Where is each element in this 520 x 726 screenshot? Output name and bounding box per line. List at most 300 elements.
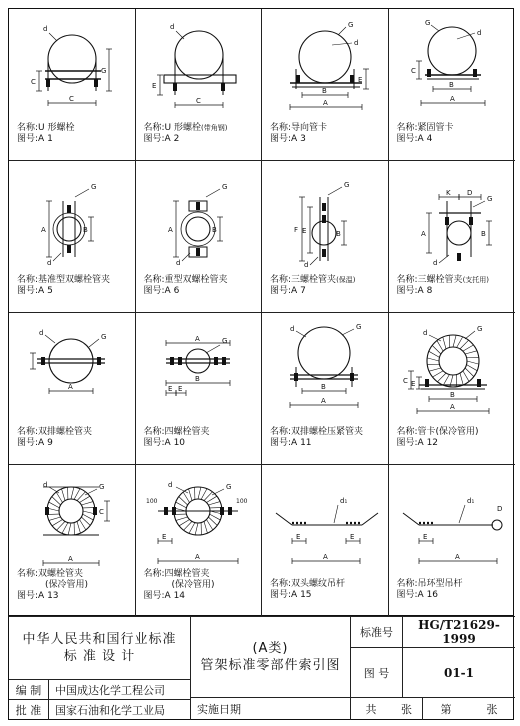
drawing-line: [465, 368, 474, 377]
part-cell: [9, 9, 136, 161]
dim-label: E: [151, 82, 156, 90]
drawing-line: [89, 339, 99, 347]
drawing-line: [428, 351, 439, 357]
name-label: 名称:: [270, 275, 292, 285]
page-label: 第: [440, 703, 452, 716]
drawing-line: [328, 187, 342, 195]
bolt-nut: [228, 507, 232, 515]
drawing-sheet: [8, 8, 514, 720]
drawing-line: [183, 521, 191, 530]
part-name-line: [17, 123, 75, 134]
part-name-note: (带角钢): [201, 124, 228, 132]
figure-number-label: 图号:: [396, 590, 418, 600]
part-name-line: [144, 275, 228, 286]
bolt-nut: [457, 253, 461, 261]
callout-label: G: [91, 183, 97, 191]
part-caption: [144, 275, 228, 297]
part-name-line: [270, 275, 356, 286]
figure-number: A 10: [164, 438, 186, 448]
pipe-circle: [299, 31, 351, 83]
drawing-line: [176, 31, 184, 39]
bolt-nut: [178, 357, 182, 365]
name-label: 名称:: [17, 569, 39, 579]
callout-label: D: [496, 505, 502, 513]
drawing-line: [403, 513, 419, 525]
drawing-line: [79, 519, 85, 529]
drawing-line: [178, 497, 187, 505]
drawing-line: [338, 27, 346, 35]
part-caption: [397, 579, 463, 601]
part-drawing: [136, 9, 263, 121]
dim-label: A: [323, 553, 328, 561]
part-cell: [262, 465, 389, 617]
figure-number-line: [144, 591, 215, 602]
part-name: 三螺栓管夹: [417, 275, 463, 285]
part-name: 四螺栓管夹: [164, 427, 210, 437]
drawing-line: [85, 489, 97, 495]
figure-number: A 13: [38, 591, 59, 601]
part-cell: [9, 313, 136, 465]
drawing-line: [175, 502, 186, 508]
part-name: 双排螺栓管夹: [38, 427, 93, 437]
dim-label: K: [445, 189, 451, 197]
drawing-line: [57, 521, 65, 530]
drawing-line: [429, 368, 441, 371]
part-name-line: [144, 427, 210, 438]
dim-label: B: [448, 81, 454, 89]
drawing-line: [439, 255, 449, 263]
drawing-line: [195, 523, 198, 535]
org-cell: [9, 616, 191, 680]
bolt-nut: [196, 202, 200, 210]
callout-label: G: [99, 483, 105, 491]
dim-label: D: [466, 189, 472, 197]
figure-number-label: 图号:: [270, 438, 292, 448]
callout-label: G: [221, 183, 227, 191]
drawing-line: [209, 514, 220, 520]
drawing-line: [442, 337, 445, 349]
drawing-line: [188, 489, 191, 501]
drawing-line: [466, 365, 477, 371]
callout-label: G: [225, 483, 231, 491]
drawing-line: [68, 523, 71, 535]
drawing-line: [74, 489, 80, 500]
part-name-line: [397, 427, 479, 438]
part-cell: [136, 161, 263, 313]
drawing-line: [462, 371, 468, 382]
dim-label: B: [83, 226, 88, 234]
part-caption: [397, 427, 479, 449]
figure-number: A 8: [417, 286, 433, 296]
name-label: 名称:: [143, 123, 165, 133]
part-drawing: [262, 161, 389, 273]
drawing-line: [204, 492, 212, 501]
dim-label: 100: [235, 498, 247, 505]
dim-label: E: [177, 385, 182, 393]
part-drawing: [136, 465, 263, 577]
pipe-circle: [186, 217, 210, 241]
drawing-line: [431, 25, 439, 31]
dim-label: A: [420, 230, 426, 238]
callout-label: d: [43, 481, 48, 489]
insulation-outer: [47, 487, 95, 535]
drawing-line: [49, 487, 59, 493]
bolt-nut: [220, 507, 224, 515]
drawing-line: [429, 335, 441, 341]
callout-label: d: [290, 325, 295, 333]
callout-label: G: [101, 333, 107, 341]
dim-label: A: [68, 383, 73, 391]
callout-label: G: [344, 181, 350, 189]
figure-number-line: [397, 438, 479, 449]
bolt-nut: [67, 205, 71, 213]
figure-number: A 1: [38, 134, 53, 144]
drawing-line: [79, 496, 89, 502]
part-name: 重型双螺栓管夹: [164, 275, 228, 285]
part-name: 吊环型吊杆: [417, 579, 463, 589]
figure-number-line: [144, 286, 228, 297]
dim-label: A: [41, 226, 46, 234]
figure-number-label: 图号:: [17, 286, 39, 296]
part-caption: [17, 123, 75, 145]
name-label: 名称:: [143, 569, 165, 579]
doc-title-cell: [191, 616, 351, 698]
dim-label: E: [296, 533, 301, 541]
std-no-value: HG/T21629-1999: [403, 616, 515, 648]
dim-label: 100: [145, 498, 157, 505]
figure-number-line: [144, 134, 228, 145]
callout-label: d: [304, 261, 309, 269]
part-caption: [144, 569, 215, 602]
part-drawing: [389, 161, 516, 273]
figure-number-label: 图号:: [143, 438, 165, 448]
drawing-line: [332, 43, 352, 45]
dim-label: B: [211, 226, 217, 234]
dim-label: E: [167, 385, 172, 393]
title-block: [8, 616, 514, 720]
callout-label: d: [175, 259, 180, 267]
part-name-line: [17, 275, 110, 286]
figure-number-line: [397, 286, 490, 297]
bolt-nut: [45, 507, 49, 515]
callout-label: d: [39, 329, 44, 337]
part-cell: [389, 313, 516, 465]
figure-number-line: [17, 591, 88, 602]
dim-label: E: [302, 227, 307, 235]
part-cell: [262, 161, 389, 313]
bolt-nut: [222, 357, 226, 365]
part-name: U 形螺栓: [38, 123, 75, 133]
part-name: 管卡(保冷管用): [417, 427, 479, 437]
bolt-nut: [97, 357, 101, 365]
figure-number-label: 图号:: [17, 438, 39, 448]
drawing-line: [473, 201, 485, 207]
dim-label: C: [402, 377, 408, 385]
bolt-nut: [473, 69, 477, 77]
callout-label: d: [167, 481, 172, 489]
figure-number: A 2: [164, 134, 180, 144]
figure-number: A 12: [417, 438, 439, 448]
figure-number-label: 图号:: [396, 438, 418, 448]
drawing-line: [212, 489, 224, 495]
part-drawing: [389, 9, 516, 121]
part-name: U 形螺栓: [164, 123, 201, 133]
drawing-line: [77, 492, 85, 501]
hanger-ring: [492, 520, 502, 530]
figure-number-line: [270, 134, 327, 145]
part-name-line: [397, 123, 454, 134]
figure-number-line: [270, 438, 363, 449]
part-caption: [144, 427, 210, 449]
bolt-nut: [469, 217, 473, 225]
callout-label: G: [476, 325, 482, 333]
drawing-line: [49, 502, 60, 508]
figure-number-label: 图号:: [270, 590, 292, 600]
clamp-arc: [49, 361, 93, 383]
name-label: 名称:: [396, 427, 418, 437]
drawing-line: [453, 335, 456, 347]
clamp-arc: [49, 339, 93, 361]
part-name-line: [144, 123, 228, 134]
part-name-note: (支托用): [462, 276, 490, 284]
drawing-line: [206, 519, 212, 529]
part-drawing: [262, 9, 389, 121]
total-sheets-label: 张: [391, 698, 423, 720]
total-label: 共: [365, 703, 377, 716]
dim-label: B: [194, 375, 200, 383]
name-label: 名称:: [270, 427, 292, 437]
dim-label: B: [449, 391, 455, 399]
part-cell: [136, 465, 263, 617]
drawing-line: [443, 375, 449, 386]
figure-number-line: [17, 134, 75, 145]
dim-label: E: [358, 76, 363, 84]
drawing-line: [52, 519, 62, 525]
figure-number-label: 图号:: [270, 134, 292, 144]
approved-label: 批 准: [9, 700, 49, 720]
bolt-nut: [94, 79, 98, 87]
figure-number-line: [270, 590, 345, 601]
dim-label: E: [422, 533, 427, 541]
part-name-line: [397, 275, 490, 286]
bolt-nut: [46, 79, 50, 87]
dim-label: A: [194, 335, 200, 343]
drawing-line: [208, 502, 220, 505]
drawing-line: [276, 513, 292, 525]
name-label: 名称:: [143, 275, 165, 285]
callout-label: G: [424, 19, 430, 27]
drawing-line: [179, 519, 189, 525]
doc-class: (A类): [252, 640, 289, 656]
figure-number-line: [17, 438, 92, 449]
drawing-line: [456, 337, 462, 348]
part-name: 基准型双螺栓管夹: [38, 275, 111, 285]
figure-number-label: 图号:: [396, 134, 418, 144]
pipe-circle: [439, 347, 467, 375]
fig-no-label: 图 号: [351, 648, 403, 698]
part-drawing: [9, 161, 136, 273]
drawing-line: [183, 492, 189, 502]
part-drawing: [9, 465, 136, 577]
figure-number: A 16: [417, 590, 439, 600]
bolt-nut: [350, 75, 354, 83]
figure-number-line: [270, 286, 356, 297]
dim-label: B: [480, 230, 486, 238]
dim-label: A: [449, 95, 455, 103]
doc-title: 管架标准零部件索引图: [200, 657, 341, 673]
figure-number: A 11: [291, 438, 312, 448]
callout-label: G: [221, 337, 227, 345]
callout-label: d: [169, 23, 174, 31]
figure-number-line: [397, 590, 463, 601]
drawing-line: [467, 361, 479, 364]
dim-label: A: [449, 403, 455, 411]
callout-label: d: [432, 259, 437, 267]
callout-label: G: [356, 323, 362, 331]
pipe-circle: [447, 221, 471, 245]
drawing-line: [206, 189, 220, 197]
bolt-nut: [164, 507, 168, 515]
drawing-line: [465, 351, 477, 354]
dim-label: A: [68, 555, 73, 563]
dim-label: E: [350, 533, 355, 541]
callout-label: d: [47, 259, 52, 267]
part-caption: [17, 275, 110, 297]
drawing-line: [296, 331, 306, 337]
bolt-nut: [477, 379, 481, 387]
drawing-line: [460, 373, 463, 385]
drawing-line: [175, 517, 187, 520]
part-cell: [9, 465, 136, 617]
bolt-nut: [173, 83, 177, 91]
part-caption: [270, 579, 345, 601]
drawing-line: [81, 502, 93, 505]
callout-label: d₁: [340, 497, 348, 505]
part-cell: [262, 313, 389, 465]
part-name: 双排螺栓压紧管夹: [291, 427, 364, 437]
callout-label: d: [422, 329, 427, 337]
part-cell: [389, 465, 516, 617]
bolt-nut: [93, 507, 97, 515]
org-subtitle: 标 准 设 计: [63, 648, 136, 664]
insulation-outer: [427, 335, 479, 387]
drawing-line: [432, 345, 441, 354]
name-label: 名称:: [396, 275, 418, 285]
name-label: 名称:: [17, 427, 39, 437]
name-label: 名称:: [396, 579, 418, 589]
drawing-line: [49, 517, 61, 520]
callout-label: d: [43, 25, 48, 33]
dim-label: A: [454, 553, 460, 561]
dim-label: B: [321, 383, 326, 391]
drawing-line: [432, 371, 443, 377]
org-name: 中华人民共和国行业标准: [22, 631, 177, 647]
part-cell: [389, 161, 516, 313]
part-name: 四螺栓管夹: [164, 569, 210, 579]
figure-number-label: 图号:: [143, 134, 165, 144]
figure-number-label: 图号:: [17, 591, 39, 601]
approved-by: 国家石油和化学工业局: [49, 700, 191, 720]
drawing-line: [362, 513, 378, 525]
figure-number: A 7: [291, 286, 306, 296]
index-grid: [8, 8, 514, 616]
part-name-line: [17, 427, 92, 438]
pipe-circle: [312, 221, 336, 245]
part-name-line: [270, 123, 327, 134]
drawing-line: [427, 358, 439, 361]
part-name-line: [270, 427, 363, 438]
dim-label: A: [167, 226, 173, 234]
drawing-line: [71, 487, 74, 499]
part-drawing: [9, 9, 136, 121]
figure-number: A 4: [417, 134, 433, 144]
part-name-line2: (保冷管用): [171, 580, 215, 590]
drawing-line: [189, 523, 195, 534]
dim-label: A: [321, 397, 326, 405]
drawing-line: [437, 373, 446, 382]
std-no-label: 标准号: [351, 616, 403, 648]
figure-number-label: 图号:: [17, 134, 39, 144]
part-cell: [262, 9, 389, 161]
drawing-line: [206, 345, 220, 353]
dim-label: C: [31, 78, 36, 86]
dim-label: E: [410, 380, 415, 388]
drawing-line: [83, 514, 94, 520]
drawing-line: [208, 517, 217, 525]
part-drawing: [389, 465, 516, 577]
drawing-line: [334, 505, 338, 523]
figure-number-label: 图号:: [396, 286, 418, 296]
part-caption: [144, 123, 228, 145]
bolt-nut: [67, 245, 71, 253]
part-name-line: [397, 579, 463, 590]
bolt-nut: [296, 75, 300, 83]
compiled-label: 编 制: [9, 680, 49, 700]
figure-number-line: [144, 438, 210, 449]
part-cell: [9, 161, 136, 313]
callout-label: G: [348, 21, 354, 29]
pipe-circle: [428, 27, 476, 75]
drawing-line: [62, 489, 65, 501]
drawing-line: [204, 521, 207, 533]
drawing-line: [56, 492, 62, 502]
effective-date-label: 实施日期: [191, 698, 351, 720]
part-drawing: [136, 313, 263, 425]
dim-label: C: [195, 97, 201, 105]
figure-number-label: 图号:: [270, 286, 292, 296]
part-name: 紧固管卡: [417, 123, 454, 133]
name-label: 名称:: [396, 123, 418, 133]
part-caption: [270, 275, 356, 297]
figure-number: A 15: [291, 590, 312, 600]
drawing-line: [198, 487, 201, 499]
figure-number-line: [397, 134, 454, 145]
dim-label: C: [69, 95, 74, 103]
part-caption: [397, 275, 490, 297]
page-sheet-label: 张: [486, 703, 498, 716]
bolt-nut: [172, 507, 176, 515]
bolt-nut: [322, 249, 326, 257]
bolt-nut: [196, 248, 200, 256]
dim-label: C: [410, 67, 416, 75]
part-caption: [17, 427, 92, 449]
part-drawing: [262, 465, 389, 577]
dim-label: E: [161, 533, 166, 541]
bolt-nut: [41, 357, 45, 365]
part-name-line: [270, 579, 345, 590]
bolt-nut: [427, 69, 431, 77]
part-caption: [17, 569, 88, 602]
